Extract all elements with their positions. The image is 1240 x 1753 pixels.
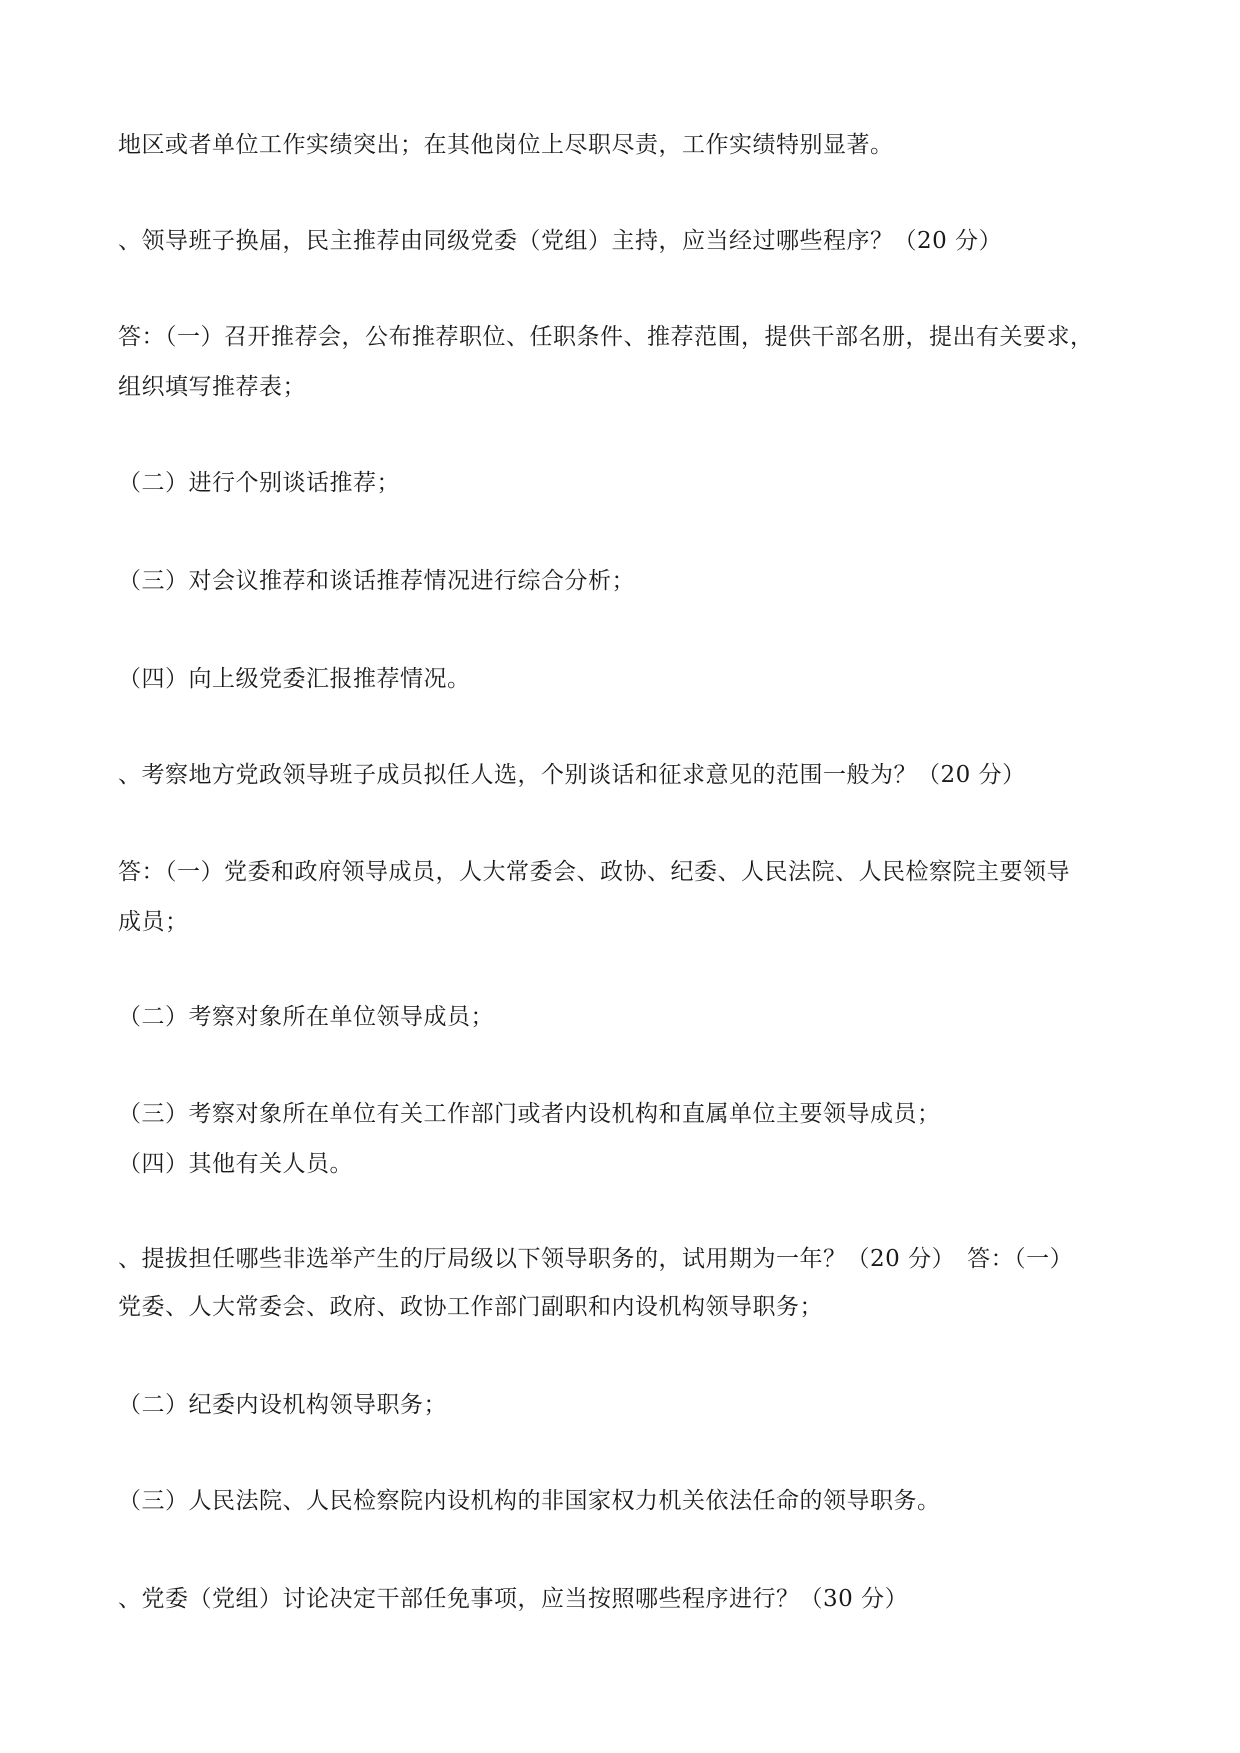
answer-item: （三）人民法院、人民检察院内设机构的非国家权力机关依法任命的领导职务。 bbox=[118, 1488, 941, 1514]
answer-item: （三）对会议推荐和谈话推荐情况进行综合分析； bbox=[118, 568, 635, 594]
answer-item: （四）向上级党委汇报推荐情况。 bbox=[118, 666, 471, 692]
answer-line: 答：（一）党委和政府领导成员，人大常委会、政协、纪委、人民法院、人民检察院主要领导 bbox=[118, 859, 1070, 885]
answer-item: （二）进行个别谈话推荐； bbox=[118, 470, 400, 496]
text-line: 地区或者单位工作实绩突出；在其他岗位上尽职尽责，工作实绩特别显著。 bbox=[118, 132, 894, 158]
question-heading: 、考察地方党政领导班子成员拟任人选，个别谈话和征求意见的范围一般为？（20 分） bbox=[118, 762, 1026, 788]
answer-item: （二）纪委内设机构领导职务； bbox=[118, 1392, 447, 1418]
answer-line: 成员； bbox=[118, 909, 189, 935]
answer-item: （三）考察对象所在单位有关工作部门或者内设机构和直属单位主要领导成员； bbox=[118, 1101, 941, 1127]
question-heading: 、领导班子换届，民主推荐由同级党委（党组）主持，应当经过哪些程序？（20 分） bbox=[118, 228, 1003, 254]
answer-line: 党委、人大常委会、政府、政协工作部门副职和内设机构领导职务； bbox=[118, 1294, 823, 1320]
answer-item: （二）考察对象所在单位领导成员； bbox=[118, 1004, 494, 1030]
answer-line: 组织填写推荐表； bbox=[118, 374, 306, 400]
answer-item: （四）其他有关人员。 bbox=[118, 1151, 353, 1177]
answer-line: 答：（一）召开推荐会，公布推荐职位、任职条件、推荐范围，提供干部名册，提出有关要求， bbox=[118, 324, 1094, 350]
question-heading: 、党委（党组）讨论决定干部任免事项，应当按照哪些程序进行？（30 分） bbox=[118, 1586, 909, 1612]
question-heading: 、提拔担任哪些非选举产生的厅局级以下领导职务的，试用期为一年？（20 分） 答：（一） bbox=[118, 1246, 1074, 1272]
